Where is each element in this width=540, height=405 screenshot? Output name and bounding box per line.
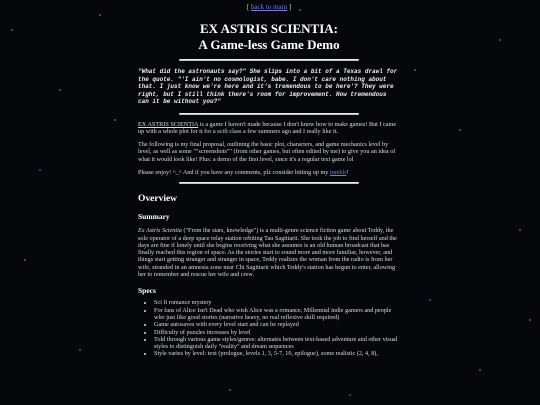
title-line-1: EX ASTRIS SCIENTIA: [200, 21, 338, 36]
list-item: • Sci fi romance mystery [154, 299, 400, 306]
summary-paragraph [138, 227, 400, 278]
divider [179, 182, 359, 184]
intro-quote: "What did the astronauts say?" She slips into a bit of a Texas drawl for the quote. "'I ain't no cosmologist, babe. I don't care nothing about that. I just know we're here and it's tremendous to be here'? They were right, but I still think there's room for improvement. How tremendous can it be without you?" [138, 68, 398, 105]
intro-text: is a game I haven't made because I don't know how to make games! But I came up with a whole plot for it for a scifi class a few summers ago and I really like it. [138, 120, 397, 135]
summary-text: ("From the stars, knowledge") is a multi-genre science fiction game about Teddy, the sole operator of a deep space relay station orbiting Tau Sagittarii. She took the job to find herself and the days are fine if lonely until she begins receiving what she assumes is an old human broadcast that has finally reached this region of space. As the stories start to sound more and more familiar, however, and things start getting stranger and stranger in space, Teddy realizes the woman from the radio is from her wife, stranded in an amnesia zone near Chi Sagittarii which Teddy's station has begun to enter, allowing her to remember and rescue her wife and crew. [138, 227, 397, 279]
back-to-main-link[interactable]: back to main [250, 3, 288, 11]
bracket-open: [ [246, 3, 250, 11]
summary-heading: Summary [138, 212, 170, 222]
tumblr-link[interactable]: tumblr [329, 168, 347, 176]
list-item: • Style varies by level: text (prologue, levels 1, 3, 5-7, 10, epilogue), some realistic (2, 4, 8), [154, 350, 400, 357]
back-link-bar [138, 3, 400, 11]
summary-game-name: Ex Astris Scientia [138, 227, 182, 235]
list-item: • For fans of Alice Isn't Dead who wish Alice was a romance. Millennial indie gamers and people who just like good stories (narrative heavy, no real reflexive skill required) [154, 307, 400, 322]
divider [179, 59, 359, 61]
specs-list [138, 299, 400, 357]
divider [179, 113, 359, 115]
list-item: • Told through various game styles/genres: alternates between text-based adventure and other visual styles to distinguish daily "reality" and dream sequences [154, 336, 400, 351]
intro-text: ! [346, 168, 349, 176]
overview-heading: Overview [138, 194, 178, 205]
intro-text: Please enjoy! ^_^ And if you have any comments, plz consider hitting up my [138, 168, 330, 176]
game-name: EX ASTRIS SCIENTIA [138, 120, 199, 128]
list-item: • Difficulty of puzzles increases by level [154, 329, 400, 336]
content-column [138, 0, 400, 358]
page-title [138, 21, 400, 53]
title-line-2: A Game-less Game Demo [198, 37, 340, 52]
list-item: • Game autosaves with every level start and can be replayed [154, 321, 400, 328]
intro-paragraph-2: The following is my final proposal, outlining the basic plot, characters, and game mechanics level by level, as well as some ""screenshots"" (from other games, but often edited by me) to give you an idea of what it would look like! Plus: a demo of the first level, since it's a regular text game lol [138, 141, 396, 163]
bracket-close: ] [288, 3, 292, 11]
intro-paragraph-3 [138, 169, 400, 176]
intro-paragraph-1 [138, 121, 400, 136]
specs-heading: Specs [138, 286, 156, 296]
